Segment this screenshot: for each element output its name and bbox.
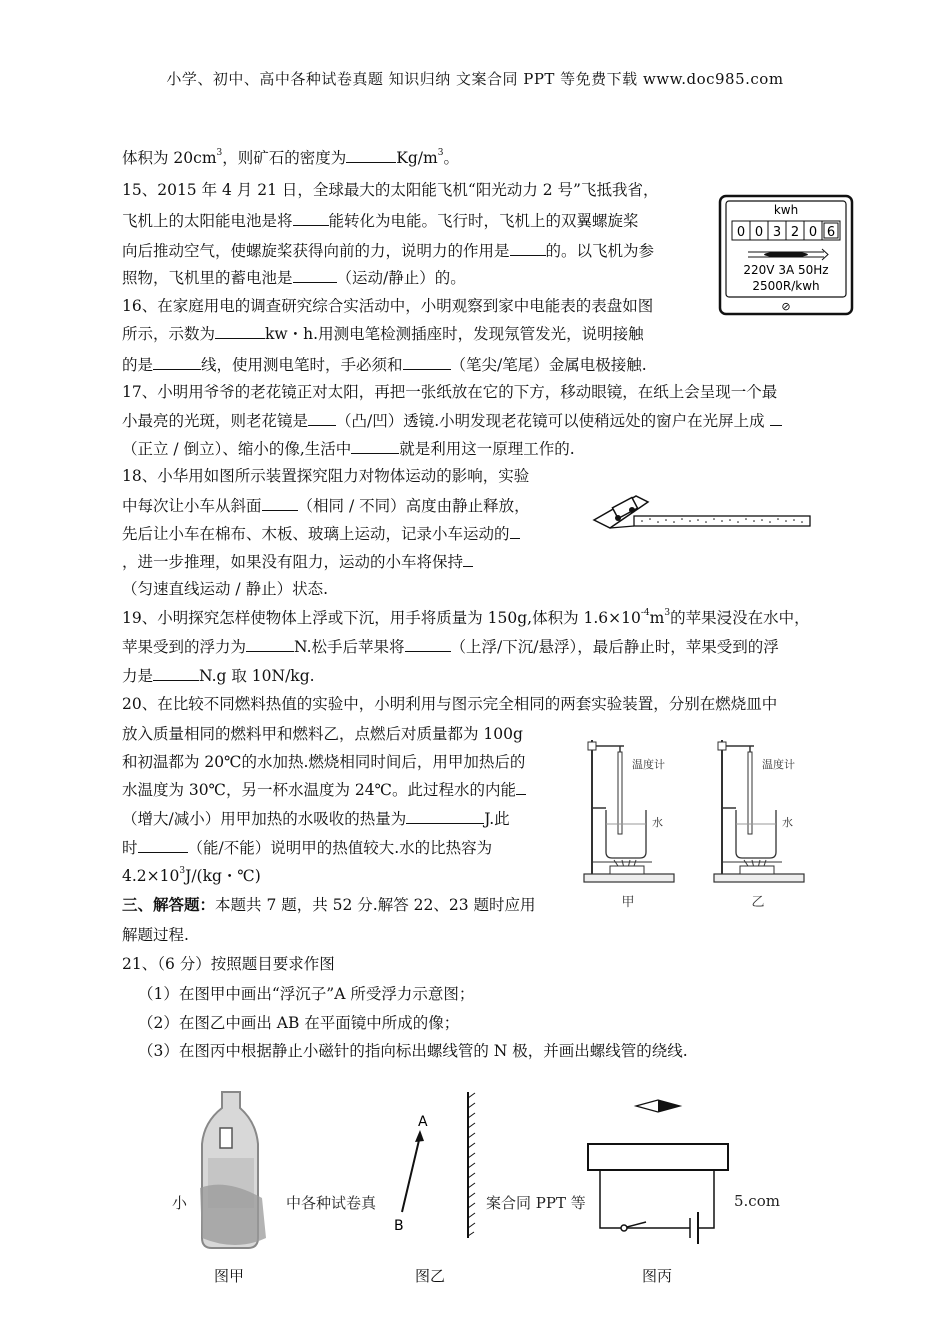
meter-digit: 2 (790, 225, 800, 240)
meter-dial-icon: ⊘ (781, 300, 791, 313)
bottle-figure (196, 1088, 270, 1254)
q20-line-6 (122, 838, 492, 858)
q15-text: 向后推动空气，使螺旋桨获得向前的力，说明力的作用是 (122, 242, 510, 260)
ramp-cart-figure (590, 490, 814, 538)
meter-rating: 220V 3A 50Hz (743, 263, 829, 277)
q18-blank-2[interactable] (510, 524, 520, 539)
meter-digit: 3 (772, 225, 782, 240)
q18-line-5: （匀速直线运动 / 静止）状态. (122, 580, 329, 598)
q15-line-4 (122, 268, 466, 288)
section-3-text: 本题共 7 题，共 52 分.解答 22、23 题时应用 (215, 896, 536, 914)
figure-label-yi: 图乙 (415, 1267, 446, 1285)
q14-tail-line (122, 148, 459, 168)
q21-item-3: （3）在图丙中根据静止小磁针的指向标出螺线管的 N 极，并画出螺线管的绕线. (138, 1042, 688, 1060)
q14-blank[interactable] (346, 148, 396, 163)
q19-text: 19、小明探究怎样使物体上浮或下沉，用手将质量为 150g,体积为 1.6×10 (122, 609, 641, 627)
q17-text: 就是利用这一原理工作的. (399, 440, 575, 458)
q20-blank-1[interactable] (516, 780, 526, 795)
q21-item-2: （2）在图乙中画出 AB 在平面镜中所成的像； (138, 1014, 460, 1032)
q17-blank-1[interactable] (308, 411, 336, 426)
q20-text: （增大/减小）用甲加热的水吸收的热量为 (122, 810, 407, 828)
figure-label-bing: 图丙 (642, 1267, 673, 1285)
meter-digit: 0 (736, 225, 746, 240)
mirror-figure (388, 1090, 478, 1240)
apparatus-label-yi: 乙 (751, 895, 765, 910)
q19-text: （上浮/下沉/悬浮），最后静止时，苹果受到的浮 (450, 638, 779, 656)
q20-text: J/(kg・℃) (185, 867, 261, 885)
q14-text-b: ，则矿石的密度为 (222, 149, 347, 167)
q18-line-2 (122, 496, 530, 516)
arrow-ab (402, 1136, 420, 1212)
q18-line-1: 18、小华用如图所示装置探究阻力对物体运动的影响，实验 (122, 467, 530, 485)
q14-sup2: 3 (437, 148, 444, 158)
q14-text-d: 。 (443, 149, 459, 167)
q17-line-3 (122, 439, 575, 459)
section-3-line-2: 解题过程. (122, 926, 189, 944)
q17-line-2 (122, 411, 782, 431)
section-3-title: 三、解答题： (122, 895, 216, 914)
q17-text: （正立 / 倒立）、缩小的像,生活中 (122, 440, 352, 458)
meter-digit: 0 (808, 225, 818, 240)
switch-icon (621, 1225, 627, 1231)
q19-exp: -4 (640, 608, 650, 618)
q20-text: 4.2×10 (122, 867, 180, 885)
q21-item-1: （1）在图甲中画出“浮沉子”A 所受浮力示意图； (138, 985, 475, 1003)
watermark-fragment: 案合同 PPT 等 (486, 1194, 586, 1212)
apparatus-label-jia: 甲 (621, 895, 635, 910)
q15-line-1: 15、2015 年 4 月 21 日，全球最大的太阳能飞机“阳光动力 2 号”飞抵我省， (122, 181, 659, 199)
q14-text-c: Kg/m (396, 149, 438, 167)
q14-sup: 3 (216, 148, 223, 158)
q17-text: （凸/凹）透镜.小明发现老花镜可以使稍远处的窗户在光屏上成 (336, 412, 765, 430)
q19-text: m (649, 609, 665, 627)
q20-text: 水温度为 30℃，另一杯水温度为 24℃。此过程水的内能 (122, 781, 516, 799)
water-label: 水 (782, 816, 793, 829)
page-header: 小学、初中、高中各种试卷真题 知识归纳 文案合同 PPT 等免费下载 www.doc985.com (166, 70, 784, 88)
q17-blank-2[interactable] (770, 411, 782, 426)
q20-line-1: 20、在比较不同燃料热值的实验中，小明利用与图示完全相同的两套实验装置，分别在燃烧皿中 (122, 695, 778, 713)
q16-blank-2[interactable] (153, 355, 201, 370)
diver-icon (220, 1128, 232, 1148)
q18-line-4 (122, 552, 473, 572)
watermark-fragment: 中各种试卷真 (286, 1194, 377, 1212)
q16-blank-1[interactable] (215, 324, 265, 339)
q20-line-3: 和初温都为 20℃的水加热.燃烧相同时间后，用甲加热后的 (122, 753, 526, 771)
q20-line-4 (122, 780, 526, 800)
thermometer-label: 温度计 (762, 758, 795, 771)
q18-blank-1[interactable] (262, 496, 298, 511)
q19-line-3 (122, 666, 315, 686)
q16-blank-3[interactable] (403, 355, 451, 370)
q20-text: （能/不能）说明甲的热值较大.水的比热容为 (187, 839, 493, 857)
q18-text: ，进一步推理，如果没有阻力，运动的小车将保持 (122, 553, 464, 571)
q15-text: 照物，飞机里的蓄电池是 (122, 269, 293, 287)
q19-line-1 (122, 608, 810, 628)
q15-text: 能转化为电能。飞行时，飞机上的双翼螺旋桨 (328, 212, 639, 230)
q19-blank-2[interactable] (405, 637, 451, 652)
q15-line-2 (122, 211, 639, 231)
q16-line-3 (122, 355, 647, 375)
meter-revolutions: 2500R/kwh (752, 279, 820, 293)
q16-line-1: 16、在家庭用电的调查研究综合实活动中，小明观察到家中电能表的表盘如图 (122, 297, 654, 315)
meter-unit: kwh (773, 203, 799, 217)
q19-blank-1[interactable] (246, 637, 294, 652)
q18-text: （相同 / 不同）高度由静止释放， (297, 497, 530, 515)
watermark-fragment: 5.com (734, 1192, 780, 1210)
solenoid-core (588, 1144, 728, 1170)
q20-line-2: 放入质量相同的燃料甲和燃料乙，点燃后对质量都为 100g (122, 725, 523, 743)
q18-text: 中每次让小车从斜面 (122, 497, 262, 515)
q15-text: （运动/静止）的。 (336, 269, 466, 287)
q16-text: （笔尖/笔尾）金属电极接触. (450, 356, 647, 374)
q20-blank-2[interactable] (406, 809, 484, 824)
q15-text: 的。以飞机为参 (545, 242, 655, 260)
q20-text: 时 (122, 839, 138, 857)
q20-line-7 (122, 866, 261, 886)
q20-text: J.此 (484, 810, 510, 828)
q19-line-2 (122, 637, 779, 657)
q15-blank-2[interactable] (510, 241, 546, 256)
meter-digit: 0 (754, 225, 764, 240)
meter-digit: 6 (826, 225, 836, 240)
q19-text: 苹果受到的浮力为 (122, 638, 247, 656)
q17-blank-3[interactable] (351, 439, 399, 454)
water-label: 水 (652, 816, 663, 829)
q16-text: 的是 (122, 356, 154, 374)
q19-blank-3[interactable] (153, 666, 199, 681)
solenoid-figure (580, 1094, 730, 1248)
q16-text: 所示，示数为 (122, 325, 216, 343)
section-3-heading (122, 895, 536, 915)
q20-line-5 (122, 809, 510, 829)
point-a-label: A (418, 1114, 428, 1130)
q15-text: 飞机上的太阳能电池是将 (122, 212, 293, 230)
q20-sup: 3 (179, 866, 186, 876)
watermark-fragment: 小 (172, 1194, 188, 1212)
q15-line-3 (122, 241, 654, 261)
point-b-label: B (394, 1218, 404, 1234)
q18-blank-3[interactable] (463, 552, 473, 567)
figure-label-jia: 图甲 (214, 1267, 245, 1285)
q18-text: 先后让小车在棉布、木板、玻璃上运动，记录小车运动的 (122, 525, 510, 543)
q16-line-2 (122, 324, 644, 344)
q14-text-a: 体积为 20cm (122, 149, 217, 167)
q15-blank-1[interactable] (293, 211, 329, 226)
q16-text: 线，使用测电笔时，手必须和 (201, 356, 403, 374)
q17-text: 小最亮的光斑，则老花镜是 (122, 412, 309, 430)
arrow-head-icon (415, 1130, 424, 1142)
heating-apparatus-figure (580, 734, 840, 910)
q20-blank-3[interactable] (138, 838, 188, 853)
q18-line-3 (122, 524, 520, 544)
q19-text: N.松手后苹果将 (294, 638, 405, 656)
q15-blank-3[interactable] (293, 268, 337, 283)
q19-text: N.g 取 10N/kg. (199, 667, 315, 685)
thermometer-label: 温度计 (632, 758, 665, 771)
q16-text: kw・h.用测电笔检测插座时，发现氖管发光，说明接触 (265, 325, 644, 343)
q19-text: 力是 (122, 667, 154, 685)
q21-title: 21、（6 分）按照题目要求作图 (122, 955, 335, 973)
q19-sup: 3 (664, 608, 671, 618)
q17-line-1: 17、小明用爷爷的老花镜正对太阳，再把一张纸放在它的下方，移动眼镜，在纸上会呈现一个最 (122, 383, 778, 401)
electric-meter-figure (718, 194, 854, 316)
q19-text: 的苹果浸没在水中， (670, 609, 810, 627)
